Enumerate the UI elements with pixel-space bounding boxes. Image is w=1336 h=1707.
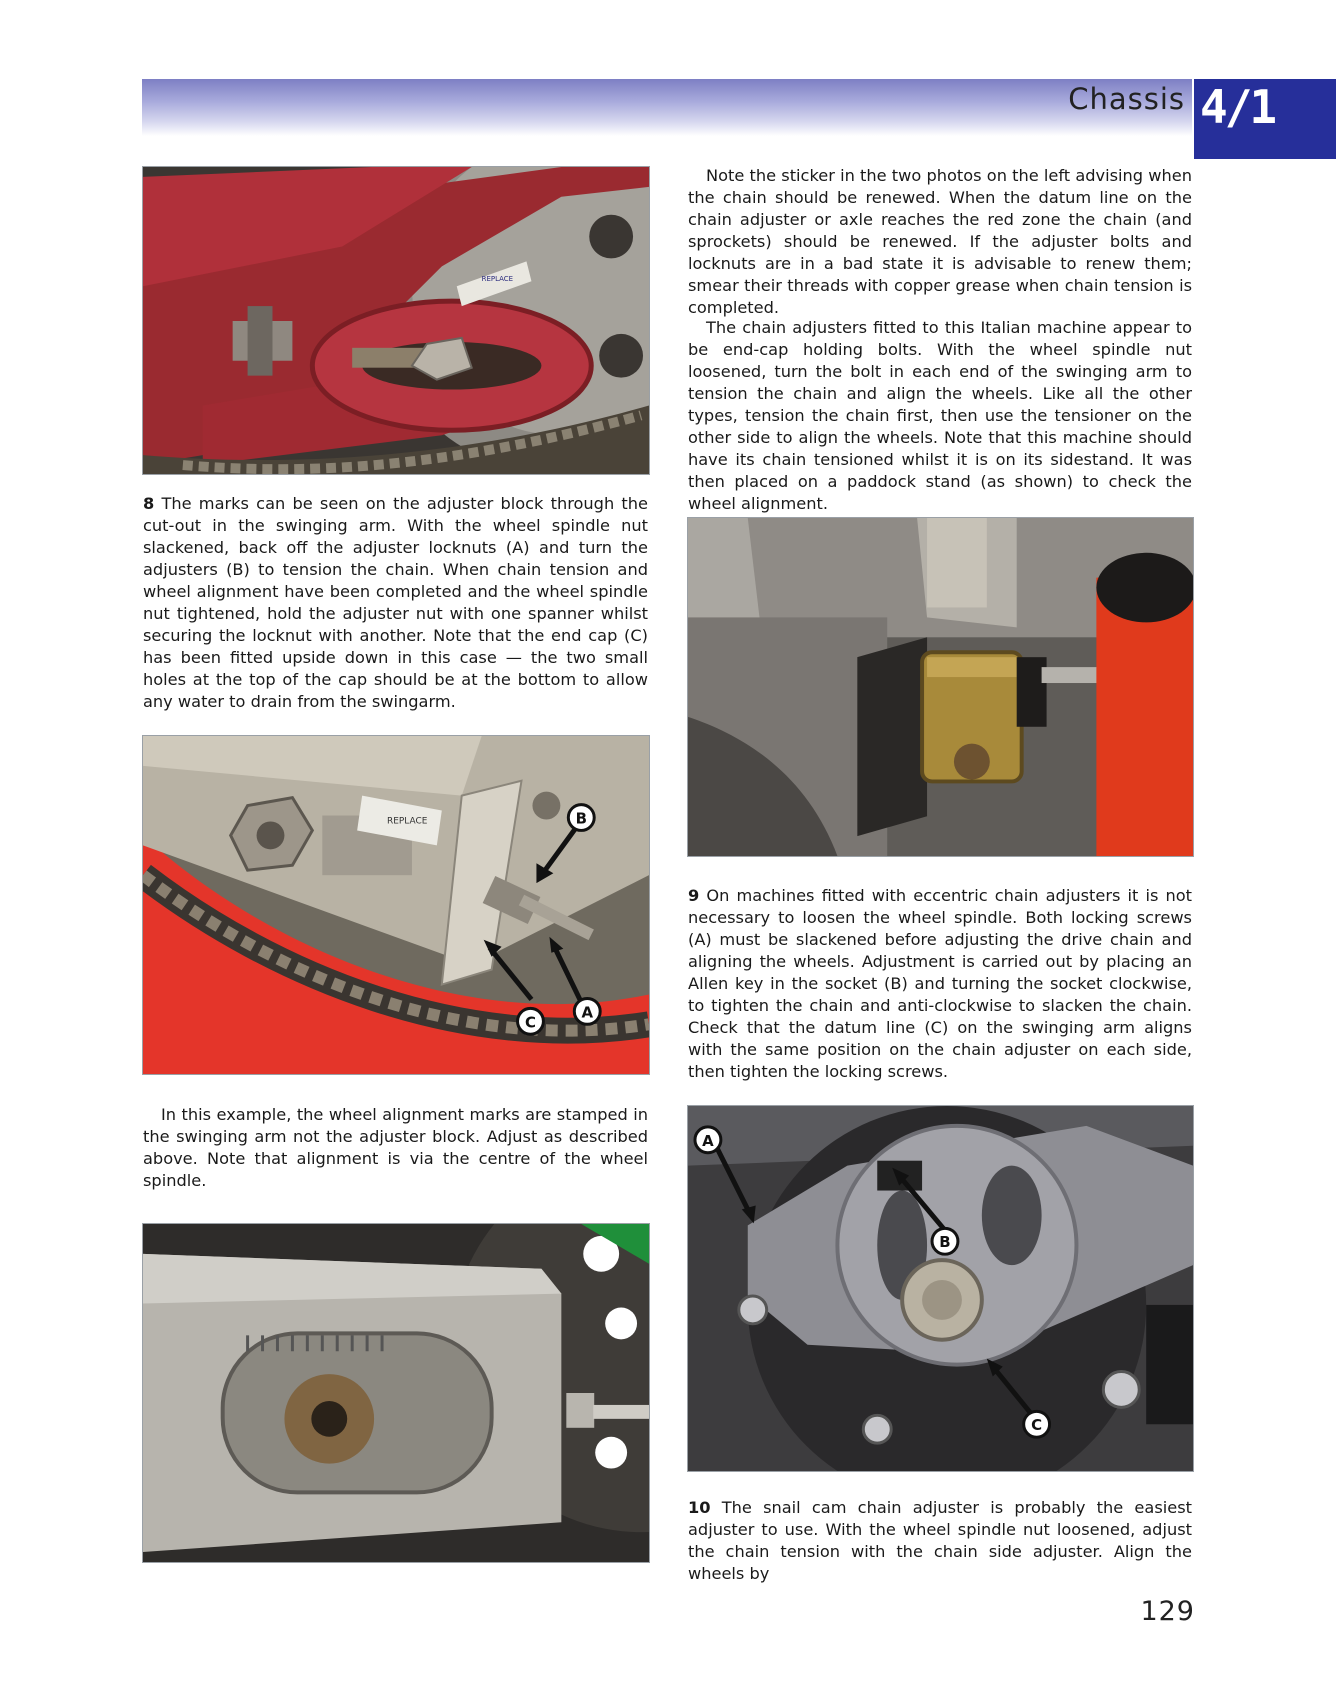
caption-9-text: On machines fitted with eccentric chain adjusters it is not necessary to loosen the wheel spindle. Both locking screws (A) must be slackened before adjusting the drive chain and aligning the wheels. Adjustment is carried out by placing an Allen key in the socket (B) and turning the socket clockwise, to tighten the chain and anti-clockwise to slacken the chain. Check that the datum line (C) on the swinging arm aligns with the same position on the chain adjuster on each side, then tighten the locking screws. <box>688 886 1192 1081</box>
label-c: C <box>524 1013 536 1032</box>
label-a-2: A <box>702 1131 714 1150</box>
paragraph-italian: The chain adjusters fitted to this Italian machine appear to be end-cap holding bolts. With the wheel spindle nut loosened, turn the bolt in each end of the swinging arm to tension the chain and align the wheels. Like all the other types, tension the chain first, then use the tensioner on the other side to align the wheels. Note that this machine should have its chain tensioned whilst it is on its sidestand. It was then placed on a paddock stand (as shown) to check the wheel alignment. <box>688 318 1192 513</box>
page-number: 129 <box>1140 1596 1195 1627</box>
chapter-number: 4/1 <box>1200 80 1275 134</box>
caption-8 <box>143 493 648 713</box>
photo-eccentric-adjuster <box>687 1105 1194 1472</box>
photo-adjuster-labelled <box>142 735 650 1075</box>
label-a: A <box>581 1003 594 1022</box>
paragraph-sticker: Note the sticker in the two photos on the left advising when the chain should be renewed. When the datum line on the chain adjuster or axle reaches the red zone the chain (and sprockets) should be renewed. If the adjuster bolts and locknuts are in a bad state it is advisable to renew them; smear their threads with copper grease when chain tension is completed. <box>688 166 1192 317</box>
photo-paddock-stand <box>687 517 1194 857</box>
paragraph-alignment-marks: In this example, the wheel alignment marks are stamped in the swinging arm not the adjuster block. Adjust as described above. Note that alignment is via the centre of the wheel spindle. <box>143 1105 648 1190</box>
caption-9 <box>688 885 1192 1083</box>
caption-10-text: The snail cam chain adjuster is probably the easiest adjuster to use. With the wheel spindle nut loosened, adjust the chain tension with the chain side adjuster. Align the wheels by <box>688 1498 1192 1583</box>
photo-silver-adjuster-block <box>142 1223 650 1563</box>
chapter-title: Chassis <box>1068 82 1185 116</box>
caption-8-number: 8 <box>143 494 155 513</box>
caption-10 <box>688 1497 1192 1585</box>
sticker-text-1: REPLACE <box>481 275 514 284</box>
photo-red-swingarm-adjuster <box>142 166 650 475</box>
caption-8-text: The marks can be seen on the adjuster block through the cut-out in the swinging arm. With the wheel spindle nut slackened, back off the adjuster locknuts (A) and turn the adjusters (B) to tension the chain. When chain tension and wheel alignment have been completed and the wheel spindle nut tightened, hold the adjuster nut with one spanner whilst securing the locknut with another. Note that the end cap (C) has been fitted upside down in this case — the two small holes at the top of the cap should be at the bottom to allow any water to drain from the swingarm. <box>143 494 648 711</box>
sticker-text-2: REPLACE <box>387 816 428 827</box>
label-b-2: B <box>939 1233 951 1252</box>
caption-10-number: 10 <box>688 1498 711 1517</box>
label-c-2: C <box>1031 1416 1043 1435</box>
caption-9-number: 9 <box>688 886 700 905</box>
label-b: B <box>575 809 587 828</box>
